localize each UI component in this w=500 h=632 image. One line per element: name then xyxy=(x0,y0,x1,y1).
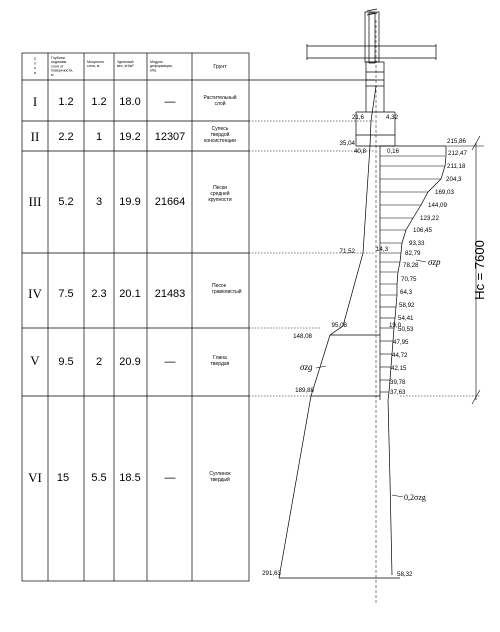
text-line: крупности xyxy=(208,197,232,203)
layer-unit-weight: 20.1 xyxy=(119,288,141,300)
bottom-label-leader xyxy=(392,495,403,497)
layer-thickness: 1 xyxy=(95,131,103,143)
text-line: кПа xyxy=(150,68,157,73)
sigma-zp-value: 44,72 xyxy=(392,352,408,359)
header-thickness xyxy=(87,60,104,68)
sigma-zp-value: 42,15 xyxy=(391,365,407,372)
sigma-zp-value: 215,86 xyxy=(447,138,466,145)
sigma-zp-labels xyxy=(376,114,468,578)
text-line: Модуль xyxy=(150,60,163,64)
foundation-pedestal xyxy=(366,62,384,86)
sigma-zp-value: 70,75 xyxy=(401,276,417,283)
foundation-column xyxy=(307,9,436,146)
text-line: и xyxy=(33,70,37,75)
mid-value: 19,0 xyxy=(388,322,402,329)
column-stub xyxy=(365,12,379,62)
reference-lines xyxy=(249,20,480,605)
layer-thickness: 5.5 xyxy=(91,472,107,484)
layer-id: III xyxy=(28,194,42,209)
layer-depth: 7.5 xyxy=(58,288,74,300)
text-line: гравелистый xyxy=(212,289,242,295)
sigma-zg-symbol: σzg xyxy=(300,362,313,372)
layer-modulus: — xyxy=(164,96,176,108)
sigma-zp-value: 54,41 xyxy=(398,315,414,322)
text-line: Суглинок xyxy=(209,471,231,477)
layer-depth: 15 xyxy=(56,472,70,484)
text-line: Песок xyxy=(212,283,226,289)
sigma-zp-value: 169,03 xyxy=(435,189,454,196)
layer-unit-weight: 18.0 xyxy=(119,96,141,108)
text-line: слоя, м xyxy=(87,64,100,69)
layer-unit-weight: 20.9 xyxy=(119,356,141,368)
bottom-decay-line xyxy=(388,400,392,575)
text-line: Глина xyxy=(213,355,227,361)
sigma-zg-value: 189,88 xyxy=(295,387,314,394)
sigma-zp-diagram xyxy=(380,146,446,575)
layer-thickness: 2 xyxy=(95,356,103,368)
sigma-zg-value: 40,8 xyxy=(353,148,366,155)
sigma-zp-value: 4,32 xyxy=(386,114,399,121)
text-line: слоя от xyxy=(51,64,64,69)
layer-thickness: 1.2 xyxy=(91,96,107,108)
sigma-zg-value: 148,08 xyxy=(293,333,312,340)
header-soil: Грунт xyxy=(213,64,227,70)
table-row xyxy=(28,470,231,485)
layer-soil xyxy=(212,283,242,295)
hc-label: Hc = 7600 xyxy=(472,240,487,300)
text-line: м xyxy=(51,72,54,77)
sigma-zp-symbol: σzp xyxy=(428,257,441,267)
sigma-zp-curve xyxy=(380,146,446,400)
sigma-zg-value: 35,04 xyxy=(339,140,355,147)
layer-id: I xyxy=(32,94,38,109)
table-row xyxy=(30,353,229,368)
sigma-zp-value: 64,3 xyxy=(400,289,413,296)
sigma-zp-value: 212,47 xyxy=(448,150,467,157)
text-line: твердый xyxy=(210,477,230,483)
sigma-zg-leader xyxy=(316,366,326,368)
table-header xyxy=(34,56,228,77)
sigma-zp-value: 82,79 xyxy=(405,250,421,257)
layer-soil xyxy=(211,355,230,367)
text-line: С xyxy=(33,57,37,61)
sigma-zp-value: 106,45 xyxy=(413,227,432,234)
layer-id: VI xyxy=(28,470,42,485)
sigma-zg-value: 291,63 xyxy=(262,570,281,577)
sigma-zp-value: 47,95 xyxy=(393,339,409,346)
layer-depth: 2.2 xyxy=(58,131,74,143)
layer-unit-weight: 18.5 xyxy=(119,472,141,484)
text-line: Удельный xyxy=(117,60,134,64)
text-line: средней xyxy=(210,191,230,197)
sigma-zp-value: 37,63 xyxy=(390,389,406,396)
sigma-zg-labels xyxy=(262,114,366,577)
bottom-stress-label: 0,2σzg xyxy=(404,493,426,502)
text-line: поверхности, xyxy=(51,68,73,73)
text-line: вес, кН/м³ xyxy=(117,64,134,69)
column-cut-line xyxy=(367,9,377,11)
layer-depth: 5.2 xyxy=(58,196,74,208)
column-upper xyxy=(369,13,375,63)
layer-modulus: 21664 xyxy=(154,196,186,208)
text-line: твердая xyxy=(210,361,230,367)
layer-soil xyxy=(209,471,231,483)
header-depth xyxy=(51,56,73,77)
layer-depth: 1.2 xyxy=(58,96,74,108)
layer-thickness: 3 xyxy=(95,196,103,208)
text-line: л xyxy=(33,61,37,66)
layer-modulus: 12307 xyxy=(154,131,186,143)
header-modulus xyxy=(150,60,173,72)
text-line: подошвы xyxy=(51,60,67,65)
layer-id: II xyxy=(30,129,40,144)
table-row xyxy=(33,94,237,109)
sigma-zp-value: 58,92 xyxy=(399,302,415,309)
sigma-zp-value: 144,09 xyxy=(428,202,447,209)
soil-layers-table xyxy=(22,53,375,581)
sigma-zp-value: 39,78 xyxy=(390,379,406,386)
layer-thickness: 2.3 xyxy=(91,288,107,300)
sigma-zg-value: 95,08 xyxy=(331,322,347,329)
sigma-zg-value: 21,6 xyxy=(351,114,364,121)
sigma-zp-value: 0,16 xyxy=(387,148,400,155)
sigma-zp-value: 211,18 xyxy=(447,163,466,170)
table-row xyxy=(29,185,232,209)
layer-unit-weight: 19.9 xyxy=(119,196,141,208)
header-layers xyxy=(34,57,37,75)
header-unit-weight xyxy=(117,60,134,68)
sigma-zp-value: 58,32 xyxy=(397,571,413,578)
text-line: консистенции xyxy=(204,138,236,144)
sigma-zp-value: 93,33 xyxy=(409,240,425,247)
mid-value: 14,3 xyxy=(375,246,389,253)
table-row xyxy=(28,283,242,301)
layer-soil xyxy=(203,94,236,107)
text-line: Растительный xyxy=(203,95,237,101)
sigma-zp-value: 204,3 xyxy=(446,176,462,183)
sigma-zg-diagram xyxy=(279,86,400,578)
layer-unit-weight: 19.2 xyxy=(119,131,141,143)
layer-modulus: — xyxy=(164,472,176,484)
layer-id: IV xyxy=(28,286,42,301)
sigma-zp-value: 123,22 xyxy=(420,215,439,222)
text-line: о xyxy=(34,66,36,71)
text-line: Супесь xyxy=(211,126,229,132)
sigma-zp-value: 78,28 xyxy=(403,262,419,269)
table-row xyxy=(31,126,236,144)
layer-soil xyxy=(208,185,231,203)
sigma-zg-outline xyxy=(279,86,376,578)
text-line: Мощность xyxy=(87,60,105,64)
text-line: Пески xyxy=(213,185,227,191)
layer-soil xyxy=(204,126,236,144)
text-line: твердой xyxy=(210,132,230,138)
layer-depth: 9.5 xyxy=(58,356,74,368)
layer-id: V xyxy=(30,353,40,368)
sigma-zg-value: 71,52 xyxy=(339,248,355,255)
sigma-zp-value: 50,53 xyxy=(398,326,414,333)
text-line: слой xyxy=(214,101,226,107)
text-line: Глубина xyxy=(51,56,65,60)
layer-modulus: — xyxy=(164,356,176,368)
layer-modulus: 21483 xyxy=(154,288,186,300)
text-line: деформации, xyxy=(150,64,173,69)
